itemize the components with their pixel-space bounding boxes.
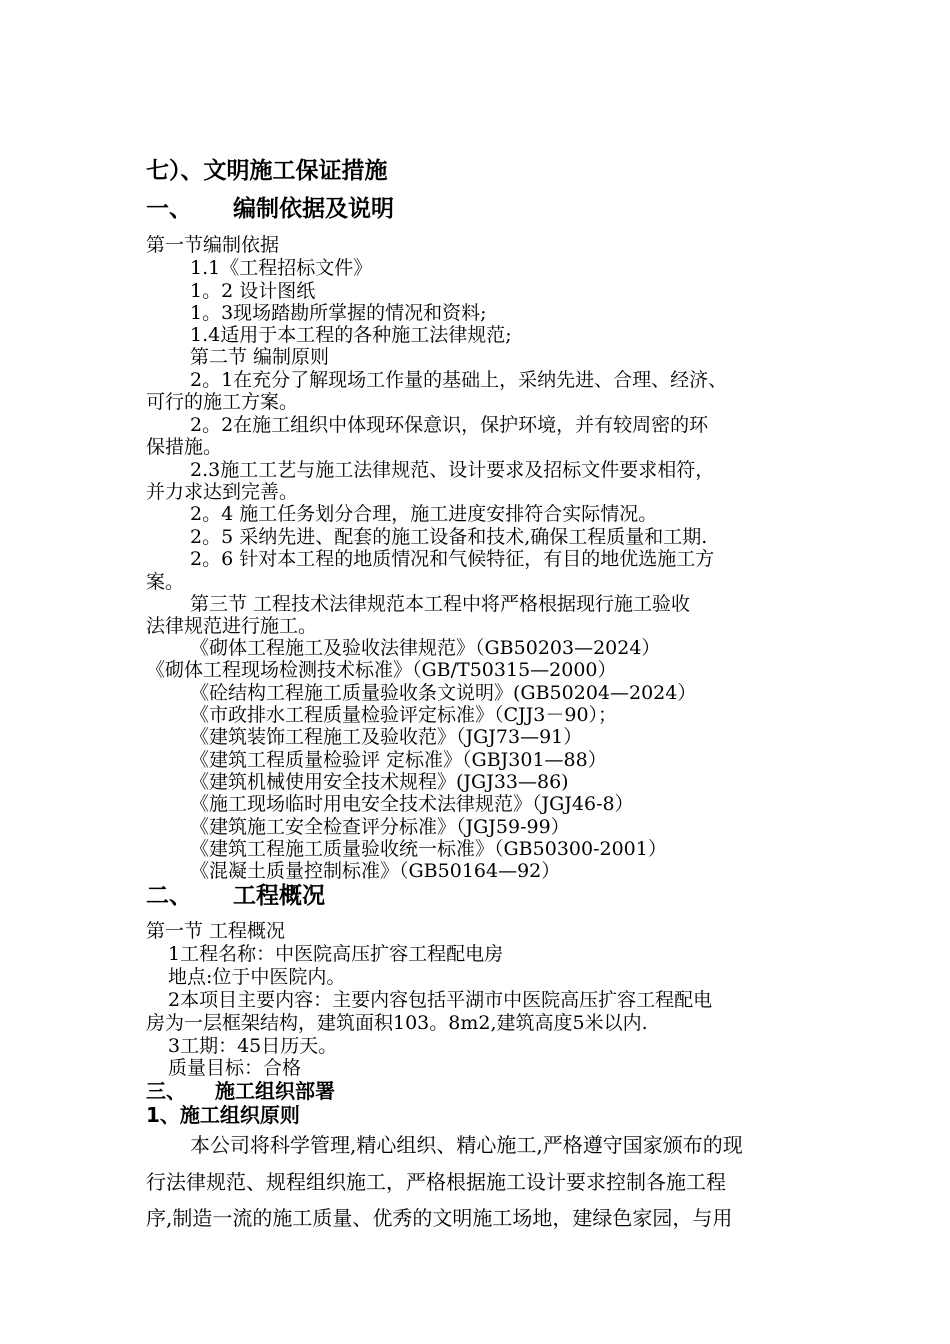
standard-item: 《施工现场临时用电安全技术法律规范》（JGJ46-8） — [190, 793, 634, 815]
basis-item: 1.4适用于本工程的各种施工法律规范; — [190, 324, 512, 346]
principle-line: 保措施。 — [146, 436, 223, 458]
section-1-heading: 编制依据及说明 — [233, 196, 394, 222]
standard-item: 《建筑装饰工程施工及验收范》（JGJ73—91） — [190, 726, 583, 748]
principle-line: 案。 — [146, 571, 185, 593]
section-3-subheading: 1、施工组织原则 — [146, 1103, 300, 1127]
overview-line: 地点:位于中医院内。 — [168, 966, 346, 988]
principle-line: 2。6 针对本工程的地质情况和气候特征，有目的地优选施工方 — [190, 548, 715, 570]
overview-line: 2本项目主要内容：主要内容包括平湖市中医院高压扩容工程配电 — [168, 989, 713, 1011]
overview-line: 质量目标：合格 — [168, 1057, 302, 1079]
section-3-number: 三、 — [146, 1079, 186, 1103]
basis-item: 1。3现场踏勘所掌握的情况和资料; — [190, 302, 487, 324]
standard-item: 《混凝土质量控制标准》（GB50164—92） — [190, 860, 561, 882]
basis-item: 1。2 设计图纸 — [190, 280, 316, 302]
basis-item: 1.1《工程招标文件》 — [190, 257, 373, 279]
principle-line: 2。2在施工组织中体现环保意识，保护环境，并有较周密的环 — [190, 414, 709, 436]
principle-line: 2。1在充分了解现场工作量的基础上，采纳先进、合理、经济、 — [190, 369, 728, 391]
section-1-part-3-title-continued: 法律规范进行施工。 — [146, 615, 318, 637]
section-1-number: 一、 — [146, 196, 192, 222]
section-2-part-1-title: 第一节 工程概况 — [146, 920, 286, 942]
principle-paragraph-line: 行法律规范、规程组织施工，严格根据施工设计要求控制各施工程 — [146, 1170, 726, 1194]
section-1-part-3-title: 第三节 工程技术法律规范本工程中将严格根据现行施工验收 — [190, 593, 691, 615]
overview-line: 1工程名称：中医院高压扩容工程配电房 — [168, 943, 504, 965]
standard-item: 《建筑工程质量检验评 定标准》（GBJ301—88） — [190, 749, 607, 771]
standard-item: 《建筑工程施工质量验收统一标准》（GB50300-2001） — [190, 838, 667, 860]
principle-line: 可行的施工方案。 — [146, 391, 299, 413]
standard-item: 《市政排水工程质量检验评定标准》（CJJ3－90）； — [190, 704, 618, 726]
standard-item: 《砌体工程现场检测技术标准》（GB/T50315—2000） — [146, 659, 617, 681]
section-2-number: 二、 — [146, 883, 192, 909]
principle-line: 2.3施工工艺与施工法律规范、设计要求及招标文件要求相符， — [190, 459, 715, 481]
overview-line: 房为一层框架结构，建筑面积103。8m2,建筑高度5米以内. — [146, 1012, 648, 1034]
document-title: 七）、文明施工保证措施 — [146, 158, 388, 184]
principle-paragraph-line: 序,制造一流的施工质量、优秀的文明施工场地，建绿色家园，与用 — [146, 1206, 733, 1230]
section-2-heading: 工程概况 — [233, 883, 325, 909]
section-1-part-1-title: 第一节编制依据 — [146, 234, 280, 256]
section-1-part-2-title: 第二节 编制原则 — [190, 346, 330, 368]
section-3-heading: 施工组织部署 — [215, 1079, 335, 1103]
principle-line: 并力求达到完善。 — [146, 481, 299, 503]
standard-item: 《建筑施工安全检查评分标准》（JGJ59-99） — [190, 816, 570, 838]
standard-item: 《砌体工程施工及验收法律规范》（GB50203—2024） — [190, 637, 661, 659]
principle-line: 2。4 施工任务划分合理，施工进度安排符合实际情况。 — [190, 503, 658, 525]
standard-item: 《砼结构工程施工质量验收条文说明》(GB50204—2024） — [190, 682, 697, 704]
principle-paragraph-line: 本公司将科学管理,精心组织、精心施工,严格遵守国家颁布的现 — [190, 1133, 743, 1157]
standard-item: 《建筑机械使用安全技术规程》(JGJ33—86) — [190, 771, 569, 793]
overview-line: 3工期：45日历天。 — [168, 1035, 338, 1057]
principle-line: 2。5 采纳先进、配套的施工设备和技术,确保工程质量和工期. — [190, 526, 708, 548]
